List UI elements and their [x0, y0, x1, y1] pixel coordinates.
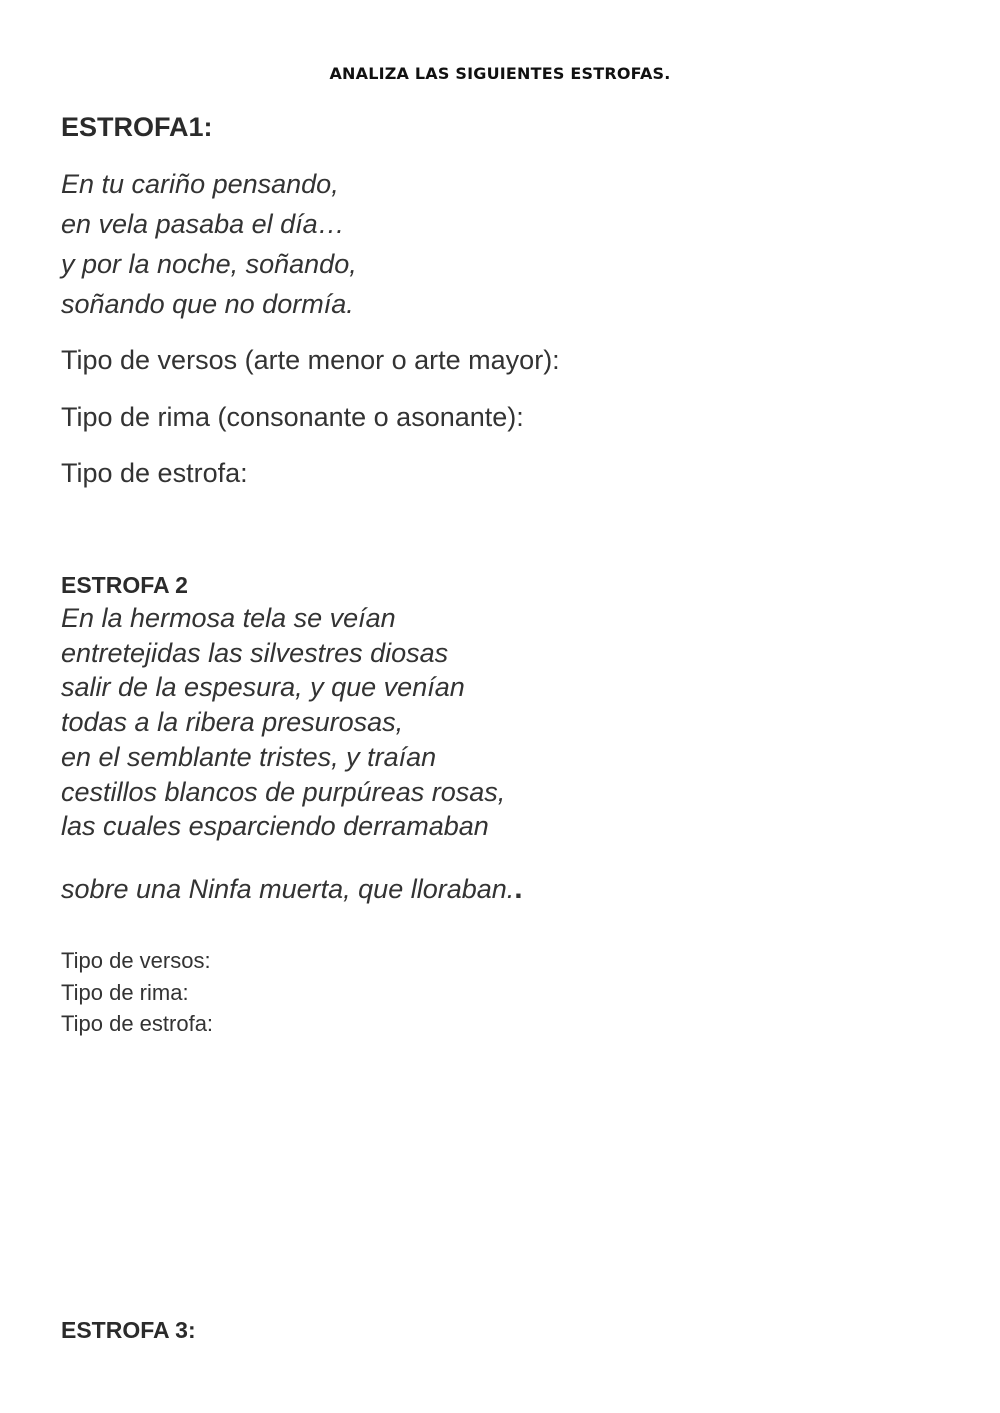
estrofa1-verses [61, 164, 357, 324]
verse-line: salir de la espesura, y que venían [61, 672, 465, 703]
estrofa2-question-estrofa: Tipo de estrofa: [61, 1011, 214, 1036]
verse-line: cestillos blancos de purpúreas rosas, [61, 776, 506, 807]
estrofa2-heading: ESTROFA 2 [61, 572, 188, 598]
estrofa2-questions [61, 945, 213, 1040]
estrofa2-question-versos: Tipo de versos: [61, 948, 211, 973]
estrofa1-question-rima: Tipo de rima (consonante o asonante): [61, 402, 524, 432]
verse-line: En la hermosa tela se veían [61, 603, 396, 633]
estrofa2-verses [61, 601, 505, 844]
verse-line: todas a la ribera presurosas, [61, 707, 404, 738]
page-title: ANALIZA LAS SIGUIENTES ESTROFAS. [329, 64, 671, 83]
estrofa1-question-versos: Tipo de versos (arte menor o arte mayor): [61, 345, 560, 375]
verse-line: en el semblante tristes, y traían [61, 741, 437, 772]
verse-line: las cuales esparciendo derramaban [61, 811, 489, 842]
verse-line: sobre una Ninfa muerta, que lloraban. [61, 874, 515, 904]
estrofa2-last-verse [61, 872, 523, 907]
estrofa1-heading: ESTROFA1: [61, 112, 213, 142]
verse-line: soñando que no dormía. [61, 289, 354, 319]
verse-end-mark: . [514, 872, 523, 905]
verse-line: y por la noche, soñando, [61, 249, 357, 279]
estrofa2-question-rima: Tipo de rima: [61, 979, 189, 1005]
verse-line: en vela pasaba el día… [61, 209, 345, 239]
estrofa1-question-estrofa: Tipo de estrofa: [61, 458, 248, 488]
verse-line: entretejidas las silvestres diosas [61, 637, 449, 668]
estrofa3-heading: ESTROFA 3: [61, 1317, 196, 1343]
verse-line: En tu cariño pensando, [61, 169, 339, 199]
